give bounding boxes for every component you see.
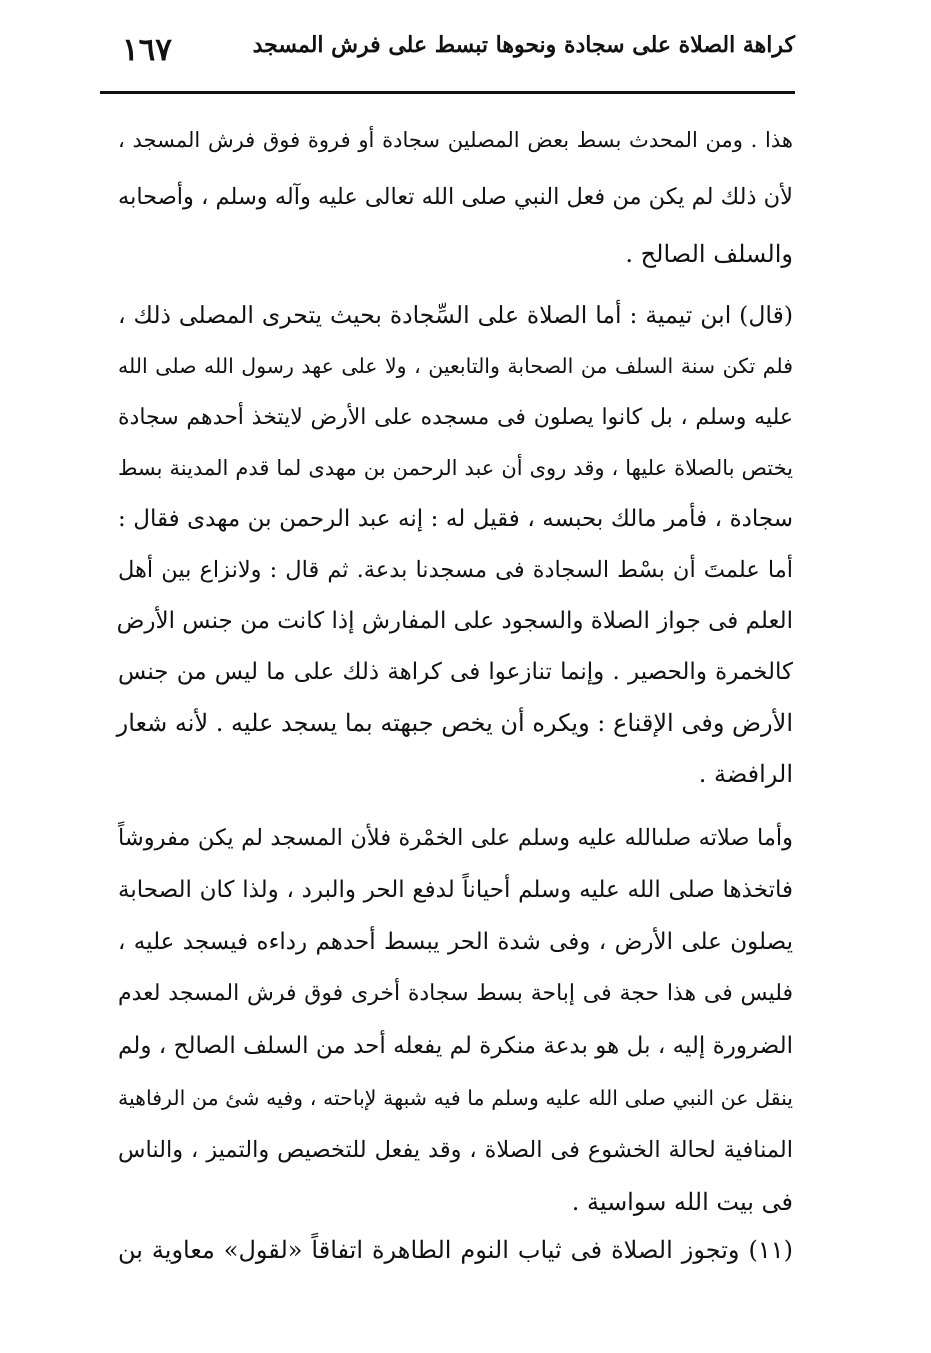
- paragraph-3: [118, 812, 793, 1228]
- running-title: كراهة الصلاة على سجادة ونحوها تبسط على فرش المسجد: [252, 32, 795, 58]
- text-line: والسلف الصالح .: [625, 240, 793, 268]
- text-line: لأن ذلك لم يكن من فعل النبي صلى الله تعالى عليه وآله وسلم ، وأصحابه: [118, 184, 793, 210]
- text-line: فليس فى هذا حجة فى إباحة بسط سجادة أخرى فوق فرش المسجد لعدم: [118, 981, 793, 1006]
- text-line: ينقل عن النبي صلى الله عليه وسلم ما فيه شبهة لإباحته ، وفيه شئ من الرفاهية: [118, 1086, 793, 1110]
- text-line: الضرورة إليه ، بل هو بدعة منكرة لم يفعله أحد من السلف الصالح ، ولم: [118, 1033, 793, 1059]
- text-line: الرافضة .: [698, 760, 793, 788]
- text-line: العلم فى جواز الصلاة والسجود على المفارش إذا كانت من جنس الأرض: [116, 608, 793, 634]
- text-line: عليه وسلم ، بل كانوا يصلون فى مسجده على الأرض لايتخذ أحدهم سجادة: [118, 405, 793, 430]
- text-line: سجادة ، فأمر مالك بحبسه ، فقيل له : إنه عبد الرحمن بن مهدى فقال :: [118, 506, 793, 532]
- text-line: الأرض وفى الإقناع : ويكره أن يخص جبهته بما يسجد عليه . لأنه شعار: [116, 709, 793, 737]
- text-line: كالخمرة والحصير . وإنما تنازعوا فى كراهة ذلك على ما ليس من جنس: [118, 659, 793, 685]
- text-line: فلم تكن سنة السلف من الصحابة والتابعين ، ولا على عهد رسول الله صلى الله: [118, 354, 793, 378]
- text-line: أما علمتَ أن بسْط السجادة فى مسجدنا بدعة. ثم قال : ولانزاع بين أهل: [118, 557, 793, 583]
- text-line: فى بيت الله سواسية .: [571, 1188, 793, 1216]
- text-line: يصلون على الأرض ، وفى شدة الحر يبسط أحدهم رداءه فيسجد عليه ،: [118, 929, 793, 955]
- paragraph-2: [118, 290, 793, 800]
- text-line: (١١) وتجوز الصلاة فى ثياب النوم الطاهرة اتفاقاً «لقول» معاوية بن: [118, 1236, 793, 1264]
- header-rule: [100, 91, 795, 94]
- text-line: وأما صلاته صلىالله عليه وسلم على الخمْرة فلأن المسجد لم يكن مفروشاً: [118, 825, 793, 851]
- paragraph-4: [118, 1222, 793, 1279]
- text-line: هذا . ومن المحدث بسط بعض المصلين سجادة أو فروة فوق فرش المسجد ،: [118, 128, 793, 152]
- text-line: فاتخذها صلى الله عليه وسلم أحياناً لدفع الحر والبرد ، ولذا كان الصحابة: [118, 877, 793, 903]
- paragraph-1: [118, 112, 793, 283]
- page-header: [100, 28, 795, 84]
- text-line: المنافية لحالة الخشوع فى الصلاة ، وقد يفعل للتخصيص والتميز ، والناس: [118, 1137, 793, 1163]
- text-line: يختص بالصلاة عليها ، وقد روى أن عبد الرحمن بن مهدى لما قدم المدينة بسط: [118, 456, 793, 480]
- page-number: ١٦٧: [122, 32, 172, 68]
- text-line: (قال) ابن تيمية : أما الصلاة على السِّجادة بحيث يتحرى المصلى ذلك ،: [118, 301, 793, 329]
